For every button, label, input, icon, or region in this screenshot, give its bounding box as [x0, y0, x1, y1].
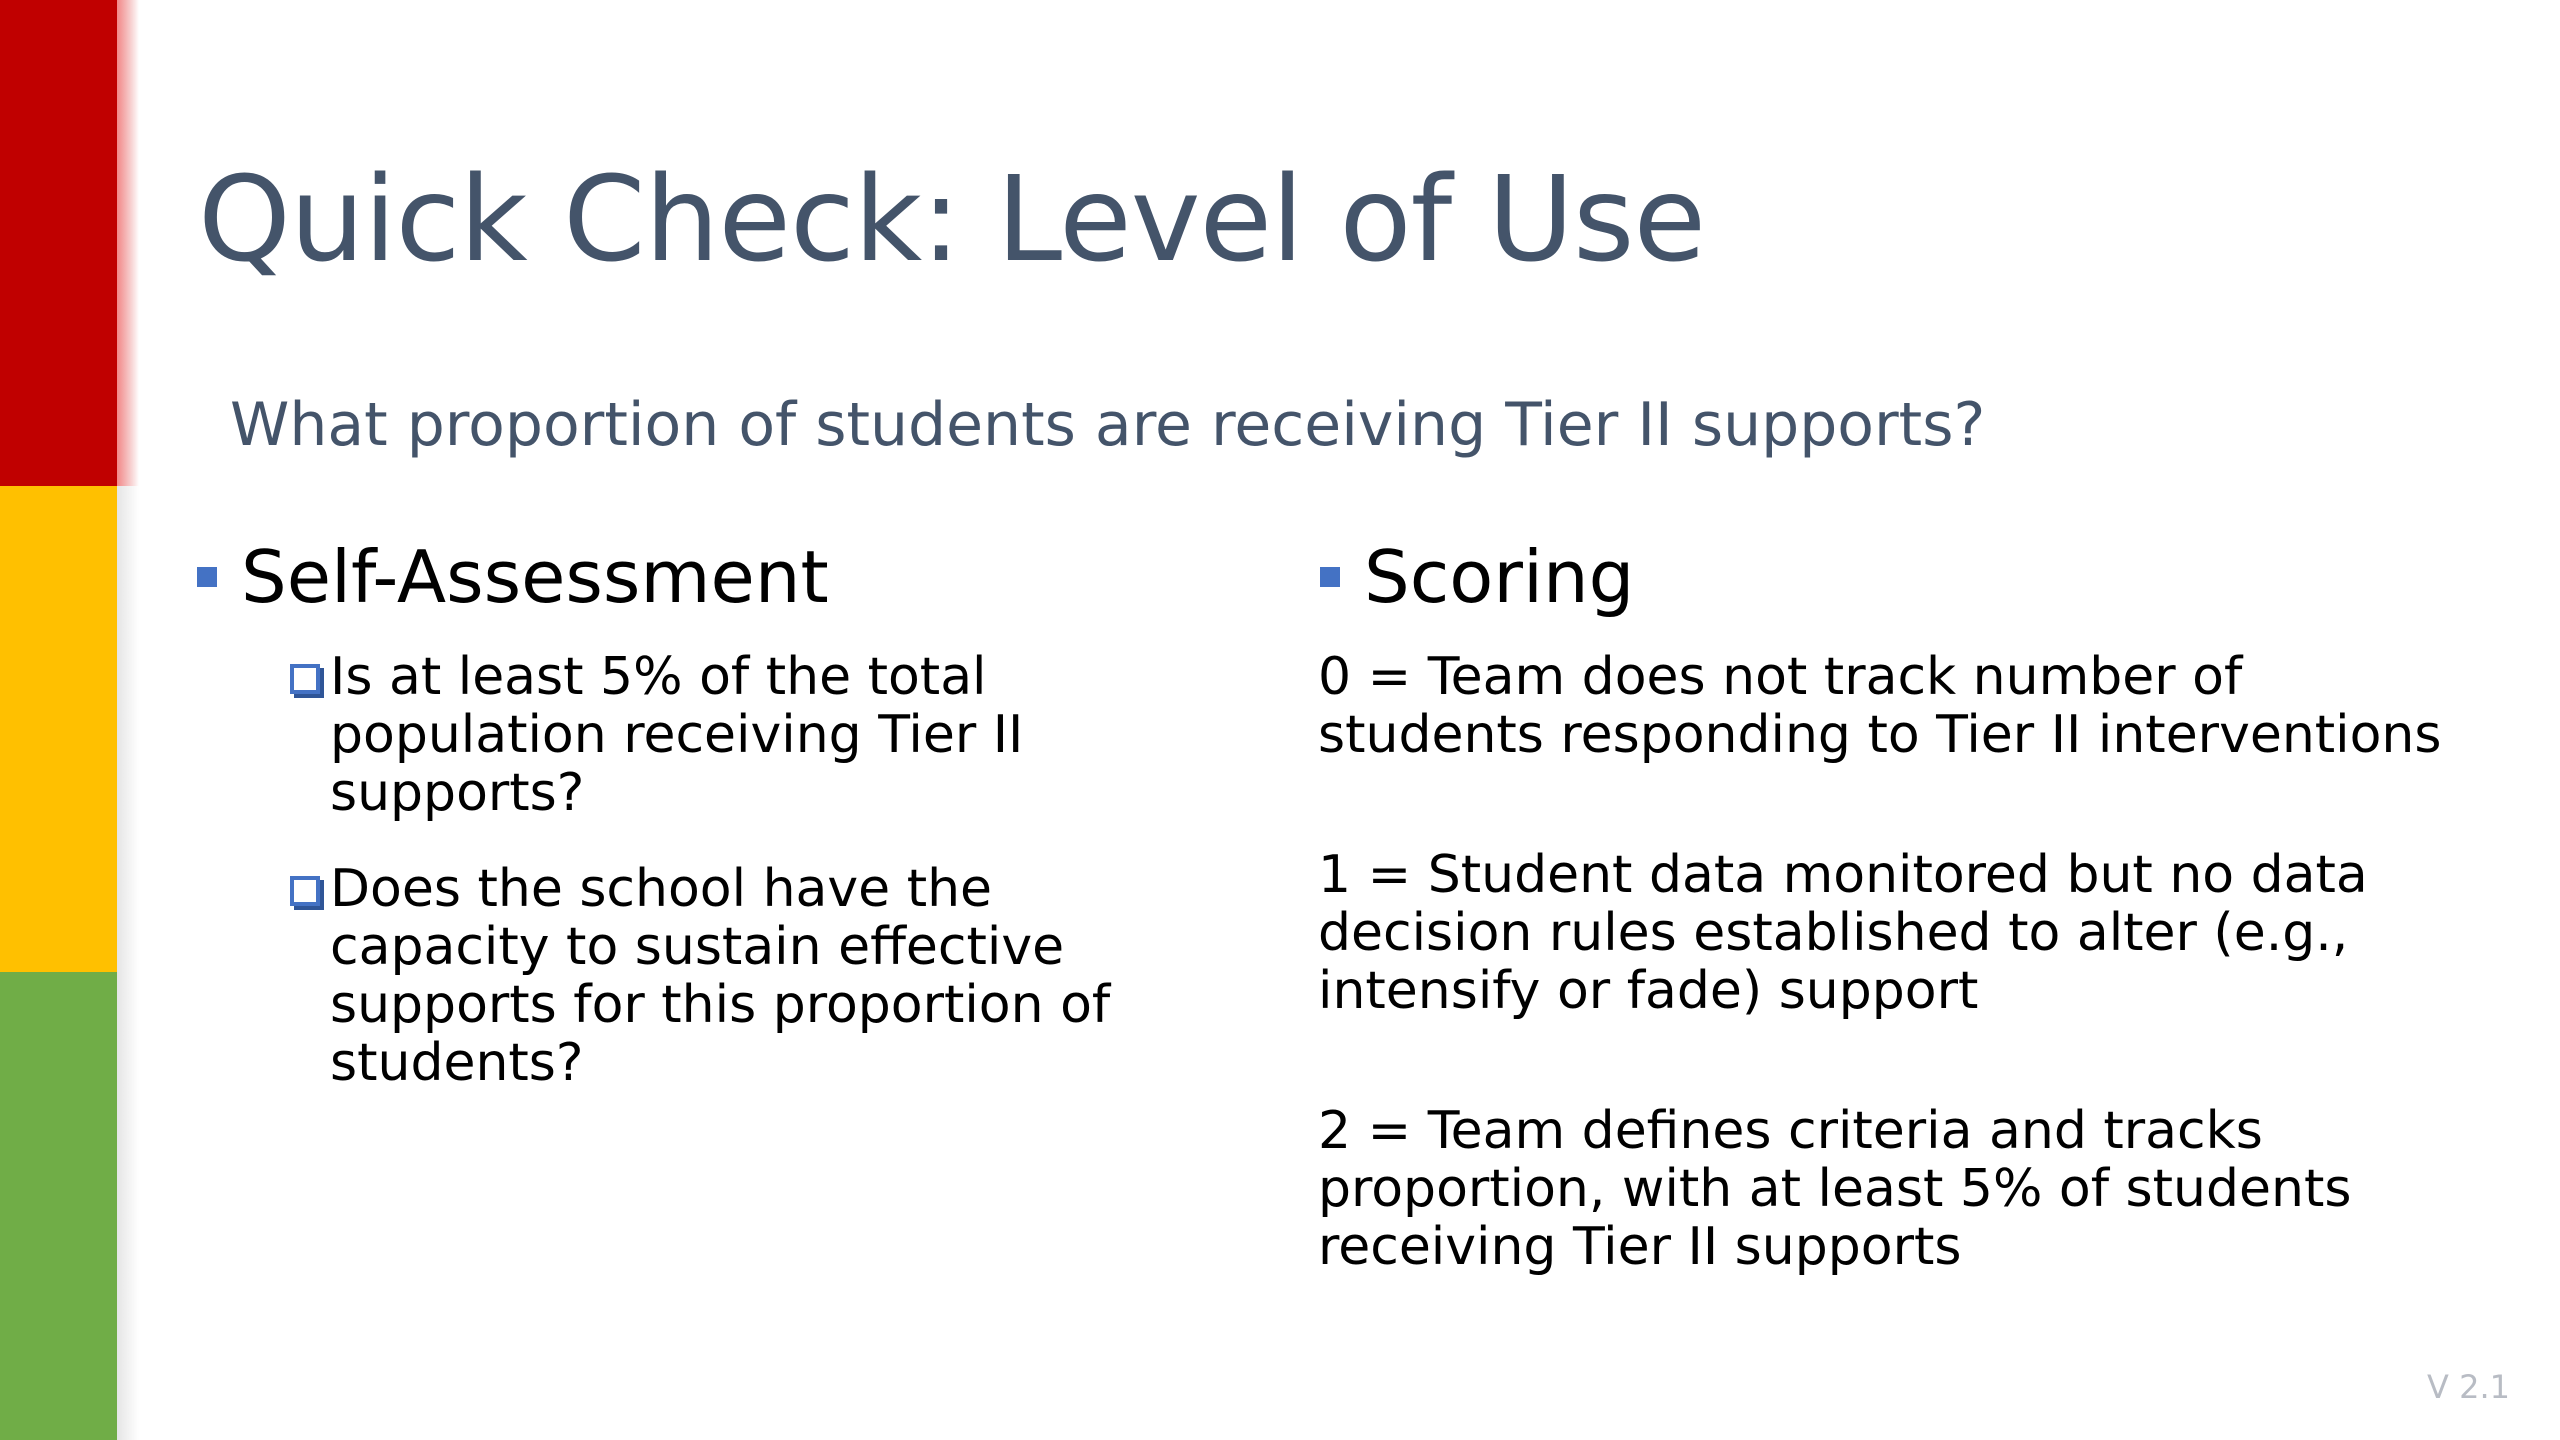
self-assessment-heading — [197, 535, 829, 619]
scoring-list — [1318, 648, 2468, 1358]
checkbox-icon — [290, 664, 320, 694]
scoring-item: 0 = Team does not track number of students responding to Tier II interventions — [1318, 647, 2442, 765]
self-assessment-item — [290, 860, 1170, 1092]
self-assessment-item-text: Does the school have the capacity to sustain effective supports for this proportion of students? — [330, 859, 1111, 1093]
checkbox-icon — [290, 876, 320, 906]
square-bullet-icon — [197, 567, 217, 587]
self-assessment-list — [290, 648, 1170, 1130]
stripe-shadow-red — [117, 0, 139, 486]
scoring-heading — [1320, 535, 1634, 619]
self-assessment-heading-text: Self-Assessment — [241, 535, 829, 619]
stripe-yellow — [0, 486, 117, 972]
self-assessment-item — [290, 648, 1170, 822]
scoring-heading-text: Scoring — [1364, 535, 1635, 619]
scoring-item: 1 = Student data monitored but no data decision rules established to alter (e.g., intensify or fade) support — [1318, 845, 2368, 1021]
slide-subtitle: What proportion of students are receiving Tier II supports? — [230, 390, 1986, 460]
stripe-green — [0, 972, 117, 1440]
self-assessment-item-text: Is at least 5% of the total population receiving Tier II supports? — [330, 647, 1024, 823]
slide-title: Quick Check: Level of Use — [198, 150, 1706, 288]
scoring-item: 2 = Team defines criteria and tracks proportion, with at least 5% of students receiving Tier II supports — [1318, 1101, 2352, 1277]
version-label: V 2.1 — [2427, 1368, 2510, 1406]
square-bullet-icon — [1320, 567, 1340, 587]
stripe-red — [0, 0, 117, 486]
